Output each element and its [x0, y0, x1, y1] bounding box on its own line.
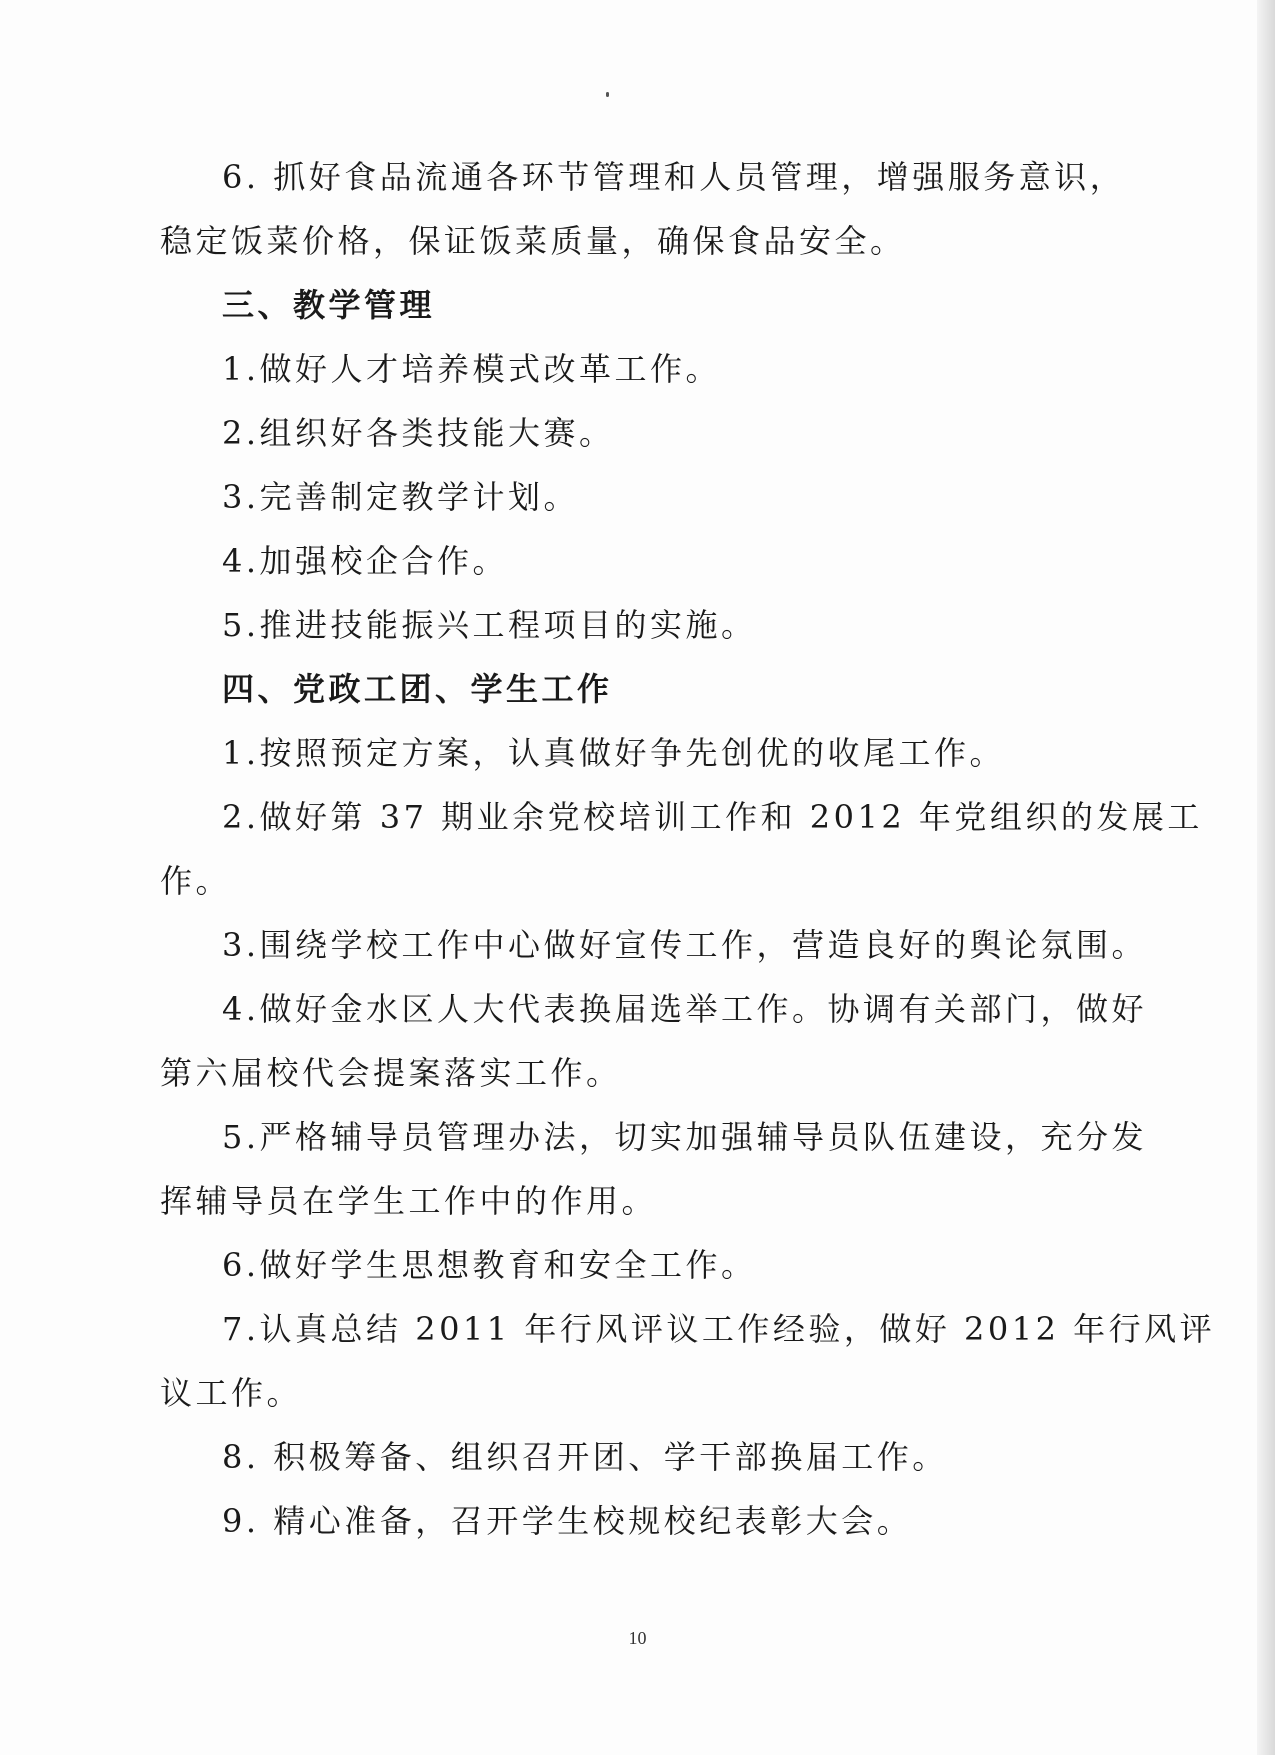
list-item: [160, 1425, 1100, 1489]
text-line: 1.做好人才培养模式改革工作。: [222, 350, 722, 388]
text-line: 议工作。: [160, 1374, 303, 1412]
scan-speck: [606, 92, 609, 97]
text-line: 3.围绕学校工作中心做好宣传工作，营造良好的舆论氛围。: [222, 926, 1148, 964]
text-line: 5.严格辅导员管理办法，切实加强辅导员队伍建设，充分发: [222, 1118, 1148, 1156]
text-line: 5.推进技能振兴工程项目的实施。: [222, 606, 757, 644]
text-line: 2.做好第 37 期业余党校培训工作和 2012 年党组织的发展工: [222, 798, 1203, 836]
text-line: 稳定饭菜价格，保证饭菜质量，确保食品安全。: [160, 222, 906, 260]
text-line: 7.认真总结 2011 年行风评议工作经验，做好 2012 年行风评: [222, 1310, 1216, 1348]
text-line: 3.完善制定教学计划。: [222, 478, 580, 516]
text-line: 挥辅导员在学生工作中的作用。: [160, 1182, 658, 1220]
list-item: [160, 337, 1100, 401]
list-item: [160, 145, 1126, 273]
text-line: 2.组织好各类技能大赛。: [222, 414, 615, 452]
list-item: [160, 1105, 1148, 1233]
list-item: [160, 913, 1148, 977]
text-line: 作。: [160, 862, 232, 900]
list-item: [160, 1297, 1216, 1425]
text-line: 8. 积极筹备、组织召开团、学干部换届工作。: [222, 1438, 948, 1476]
list-item: [160, 593, 1100, 657]
text-line: 第六届校代会提案落实工作。: [160, 1054, 622, 1092]
text-line: 6.做好学生思想教育和安全工作。: [222, 1246, 757, 1284]
list-item: [160, 785, 1203, 913]
text-line: 6. 抓好食品流通各环节管理和人员管理，增强服务意识，: [222, 158, 1126, 196]
text-line: 4.做好金水区人大代表换届选举工作。协调有关部门，做好: [222, 990, 1148, 1028]
text-line: 9. 精心准备，召开学生校规校纪表彰大会。: [222, 1502, 913, 1540]
document-body: [160, 145, 1216, 1553]
list-item: [160, 1489, 1100, 1553]
text-line: 1.按照预定方案，认真做好争先创优的收尾工作。: [222, 734, 1006, 772]
heading-text: 四、党政工团、学生工作: [222, 670, 613, 708]
section-heading: [160, 273, 1100, 337]
list-item: [160, 1233, 1100, 1297]
list-item: [160, 401, 1100, 465]
list-item: [160, 529, 1100, 593]
scan-edge-shadow: [1257, 0, 1275, 1755]
page-number: 10: [628, 1628, 647, 1648]
section-heading: [160, 657, 1100, 721]
list-item: [160, 977, 1148, 1105]
list-item: [160, 465, 1100, 529]
heading-text: 三、教学管理: [222, 286, 436, 324]
text-line: 4.加强校企合作。: [222, 542, 509, 580]
list-item: [160, 721, 1100, 785]
